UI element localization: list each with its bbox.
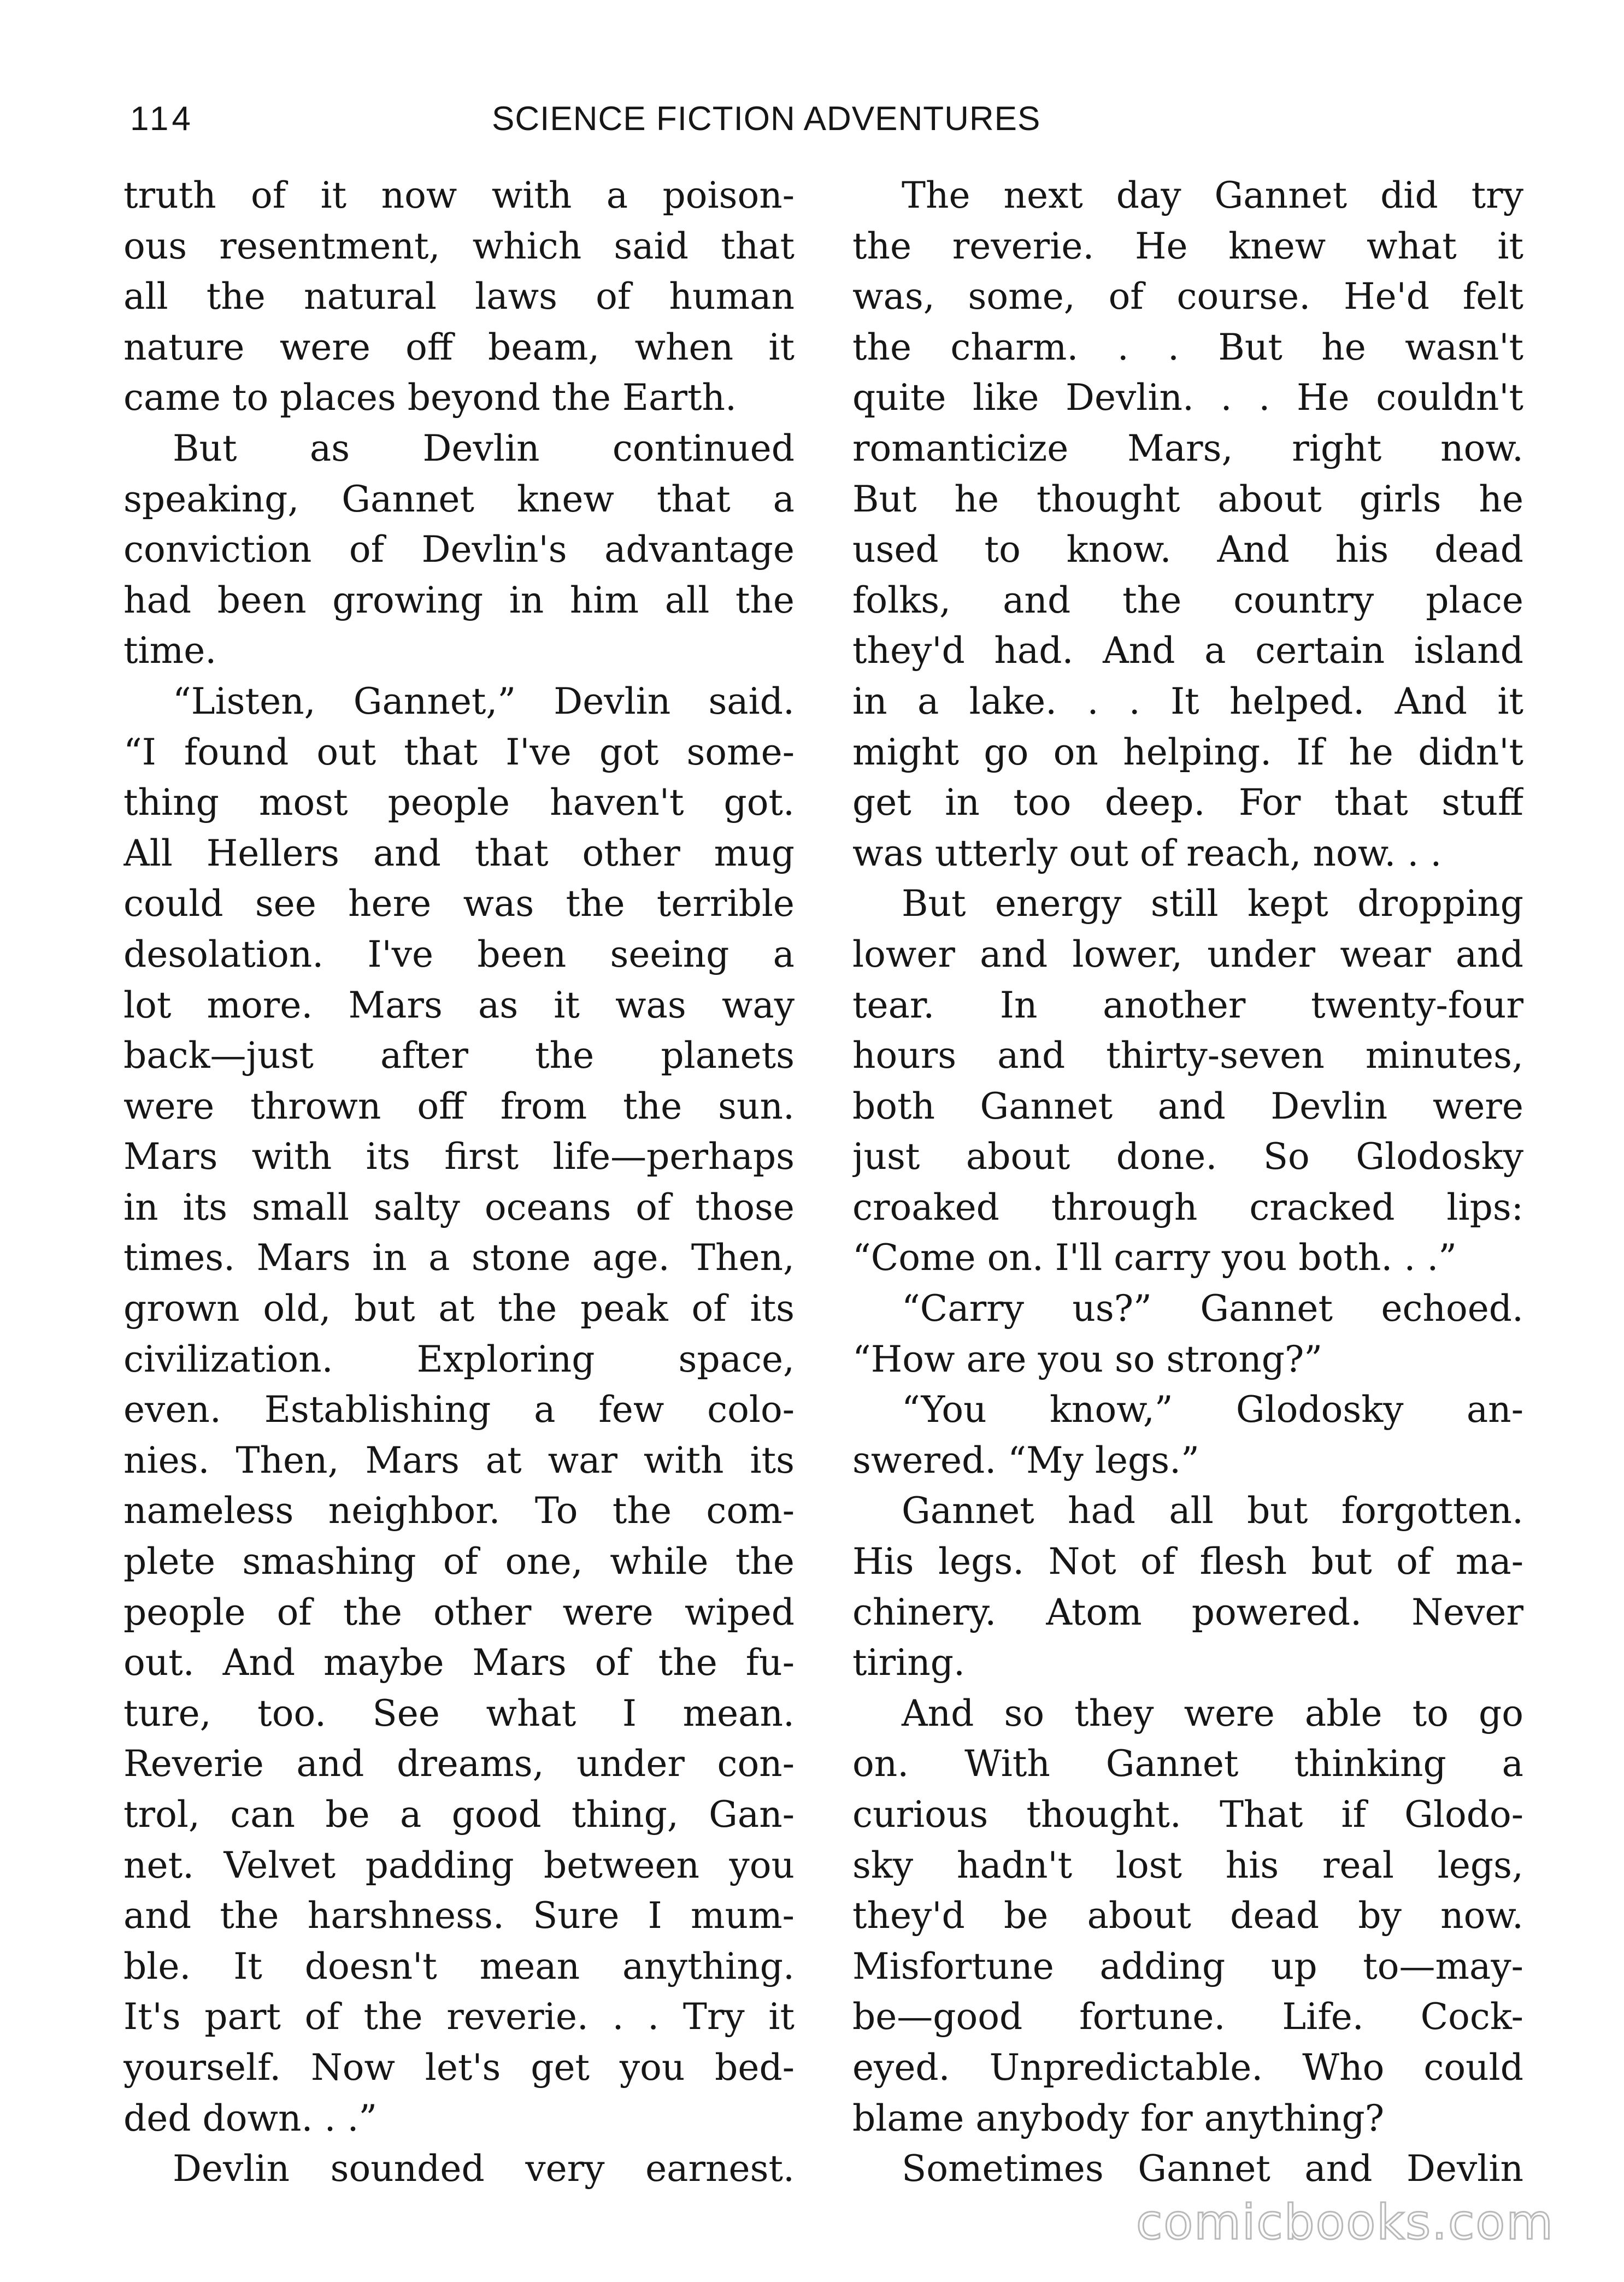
text-line: tear. In another twenty-four <box>852 984 1523 1026</box>
text-line: yourself. Now let's get you bed- <box>123 2046 795 2089</box>
text-line: both Gannet and Devlin were <box>852 1085 1523 1127</box>
text-line: “You know,” Glodosky an- <box>902 1389 1523 1431</box>
text-line: out. And maybe Mars of the fu- <box>123 1642 795 1684</box>
text-line: be—good fortune. Life. Cock- <box>852 1996 1523 2038</box>
text-line: they'd had. And a certain island <box>852 630 1523 672</box>
text-line: hours and thirty-seven minutes, <box>852 1034 1523 1077</box>
text-line: net. Velvet padding between you <box>123 1844 795 1886</box>
page-number: 114 <box>130 100 194 138</box>
text-line: Gannet had all but forgotten. <box>902 1490 1523 1532</box>
text-line: “Carry us?” Gannet echoed. <box>902 1287 1523 1330</box>
text-line: grown old, but at the peak of its <box>123 1287 795 1330</box>
text-line: nameless neighbor. To the com- <box>123 1490 795 1532</box>
text-line: ded down. . .” <box>123 2097 378 2139</box>
text-line: lot more. Mars as it was way <box>123 984 795 1026</box>
text-line: the reverie. He knew what it <box>852 225 1523 267</box>
text-line: croaked through cracked lips: <box>852 1186 1523 1228</box>
text-line: thing most people haven't got. <box>123 781 795 824</box>
text-line: Sometimes Gannet and Devlin <box>902 2148 1523 2190</box>
text-line: trol, can be a good thing, Gan- <box>123 1793 795 1836</box>
text-line: Mars with its first life—perhaps <box>123 1136 795 1178</box>
text-line: All Hellers and that other mug <box>123 832 795 874</box>
text-line: ture, too. See what I mean. <box>123 1692 795 1734</box>
text-line: “Come on. I'll carry you both. . .” <box>852 1237 1457 1279</box>
text-line: “Listen, Gannet,” Devlin said. <box>173 680 795 722</box>
text-line: nature were off beam, when it <box>123 326 795 368</box>
text-line: ble. It doesn't mean anything. <box>123 1945 795 1987</box>
text-line: curious thought. That if Glodo- <box>852 1793 1523 1836</box>
text-line: on. With Gannet thinking a <box>852 1743 1523 1785</box>
text-column-left <box>123 170 795 2195</box>
text-line: His legs. Not of flesh but of ma- <box>852 1540 1523 1583</box>
text-line: came to places beyond the Earth. <box>123 377 737 419</box>
text-line: back—just after the planets <box>123 1034 795 1077</box>
running-head: SCIENCE FICTION ADVENTURES <box>492 100 1041 138</box>
text-line: civilization. Exploring space, <box>123 1338 795 1380</box>
text-line: truth of it now with a poison- <box>123 174 795 216</box>
text-line: was utterly out of reach, now. . . <box>852 832 1442 874</box>
text-line: sky hadn't lost his real legs, <box>852 1844 1523 1886</box>
text-line: chinery. Atom powered. Never <box>852 1591 1523 1633</box>
text-line: nies. Then, Mars at war with its <box>123 1439 795 1481</box>
text-line: times. Mars in a stone age. Then, <box>123 1237 795 1279</box>
text-line: had been growing in him all the <box>123 579 795 621</box>
text-line: blame anybody for anything? <box>852 2097 1385 2139</box>
text-line: desolation. I've been seeing a <box>123 933 795 975</box>
text-line: they'd be about dead by now. <box>852 1895 1523 1937</box>
text-line: But energy still kept dropping <box>902 883 1523 925</box>
text-line: tiring. <box>852 1642 966 1684</box>
text-line: in a lake. . . It helped. And it <box>852 680 1523 722</box>
text-line: and the harshness. Sure I mum- <box>123 1895 795 1937</box>
text-line: time. <box>123 630 217 672</box>
text-line: quite like Devlin. . . He couldn't <box>852 377 1523 419</box>
text-line: all the natural laws of human <box>123 275 795 318</box>
text-line: Reverie and dreams, under con- <box>123 1743 795 1785</box>
text-line: people of the other were wiped <box>123 1591 795 1633</box>
text-column-right <box>852 170 1523 2195</box>
text-line: Devlin sounded very earnest. <box>173 2148 795 2190</box>
text-line: were thrown off from the sun. <box>123 1085 795 1127</box>
watermark: comicbooks.com <box>1135 2194 1554 2250</box>
text-line: used to know. And his dead <box>852 528 1523 571</box>
text-line: It's part of the reverie. . . Try it <box>123 1996 795 2038</box>
text-line: could see here was the terrible <box>123 883 795 925</box>
text-line: eyed. Unpredictable. Who could <box>852 2046 1523 2089</box>
text-line: conviction of Devlin's advantage <box>123 528 795 571</box>
text-line: just about done. So Glodosky <box>852 1136 1523 1178</box>
text-line: But as Devlin continued <box>173 427 795 469</box>
text-line: even. Establishing a few colo- <box>123 1389 795 1431</box>
text-line: “How are you so strong?” <box>852 1338 1323 1380</box>
text-line: But he thought about girls he <box>852 478 1523 520</box>
text-line: get in too deep. For that stuff <box>852 781 1523 824</box>
text-line: And so they were able to go <box>902 1692 1523 1734</box>
text-line: lower and lower, under wear and <box>852 933 1523 975</box>
text-line: ous resentment, which said that <box>123 225 795 267</box>
text-line: “I found out that I've got some- <box>123 731 795 773</box>
text-line: in its small salty oceans of those <box>123 1186 795 1228</box>
text-line: Misfortune adding up to—may- <box>852 1945 1523 1987</box>
text-line: romanticize Mars, right now. <box>852 427 1523 469</box>
text-line: was, some, of course. He'd felt <box>852 275 1523 318</box>
text-line: the charm. . . But he wasn't <box>852 326 1523 368</box>
text-line: might go on helping. If he didn't <box>852 731 1523 773</box>
text-line: folks, and the country place <box>852 579 1523 621</box>
text-line: speaking, Gannet knew that a <box>123 478 795 520</box>
text-line: The next day Gannet did try <box>902 174 1523 216</box>
text-line: swered. “My legs.” <box>852 1439 1199 1481</box>
text-line: plete smashing of one, while the <box>123 1540 795 1583</box>
